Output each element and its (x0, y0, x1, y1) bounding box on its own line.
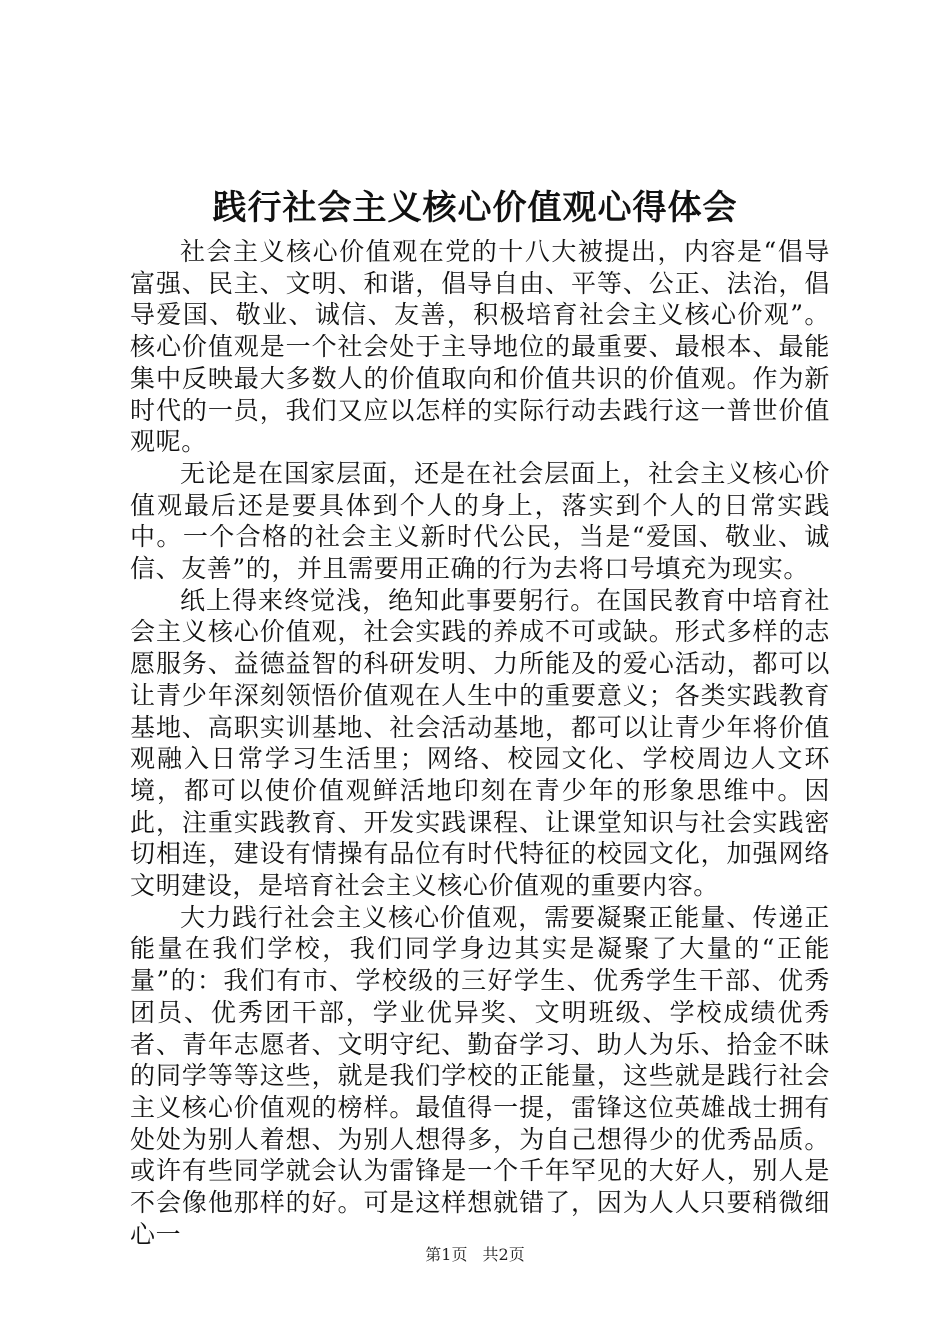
paragraph: 无论是在国家层面，还是在社会层面上，社会主义核心价值观最后还是要具体到个人的身上，落实到个人的日常实践中。一个合格的社会主义新时代公民，当是“爱国、敬业、诚信、友善”的，并且需要用正确的行为去将口号填充为现实。 (130, 458, 830, 584)
document-title: 践行社会主义核心价值观心得体会 (212, 188, 738, 228)
page-total: 共2页 (482, 1245, 525, 1264)
paragraph: 纸上得来终觉浅，绝知此事要躬行。在国民教育中培育社会主义核心价值观，社会实践的养成不可或缺。形式多样的志愿服务、益德益智的科研发明、力所能及的爱心活动，都可以让青少年深刻领悟价值观在人生中的重要意义；各类实践教育基地、高职实训基地、社会活动基地，都可以让青少年将价值观融入日常学习生活里；网络、校园文化、学校周边人文环境，都可以使价值观鲜活地印刻在青少年的形象思维中。因此，注重实践教育、开发实践课程、让课堂知识与社会实践密切相连，建设有情操有品位有时代特征的校园文化，加强网络文明建设，是培育社会主义核心价值观的重要内容。 (130, 585, 830, 901)
page-number: 第1页 (425, 1245, 468, 1264)
paragraph: 社会主义核心价值观在党的十八大被提出，内容是“倡导富强、民主、文明、和谐，倡导自由、平等、公正、法治，倡导爱国、敬业、诚信、友善，积极培育社会主义核心价观”。核心价值观是一个社会处于主导地位的最重要、最根本、最能集中反映最大多数人的价值取向和价值共识的价值观。作为新时代的一员，我们又应以怎样的实际行动去践行这一普世价值观呢。 (130, 237, 830, 457)
paragraph: 大力践行社会主义核心价值观，需要凝聚正能量、传递正能量在我们学校，我们同学身边其实是凝聚了大量的“正能量”的：我们有市、学校级的三好学生、优秀学生干部、优秀团员、优秀团干部，学业优异奖、文明班级、学校成绩优秀者、青年志愿者、文明守纪、勤奋学习、助人为乐、拾金不昧的同学等等这些，就是我们学校的正能量，这些就是践行社会主义核心价值观的榜样。最值得一提，雷锋这位英雄战士拥有处处为别人着想、为别人想得多，为自己想得少的优秀品质。或许有些同学就会认为雷锋是一个千年罕见的大好人，别人是不会像他那样的好。可是这样想就错了，因为人人只要稍微细心一 (130, 902, 830, 1249)
document-body (130, 236, 830, 1251)
page-footer (0, 1245, 950, 1265)
